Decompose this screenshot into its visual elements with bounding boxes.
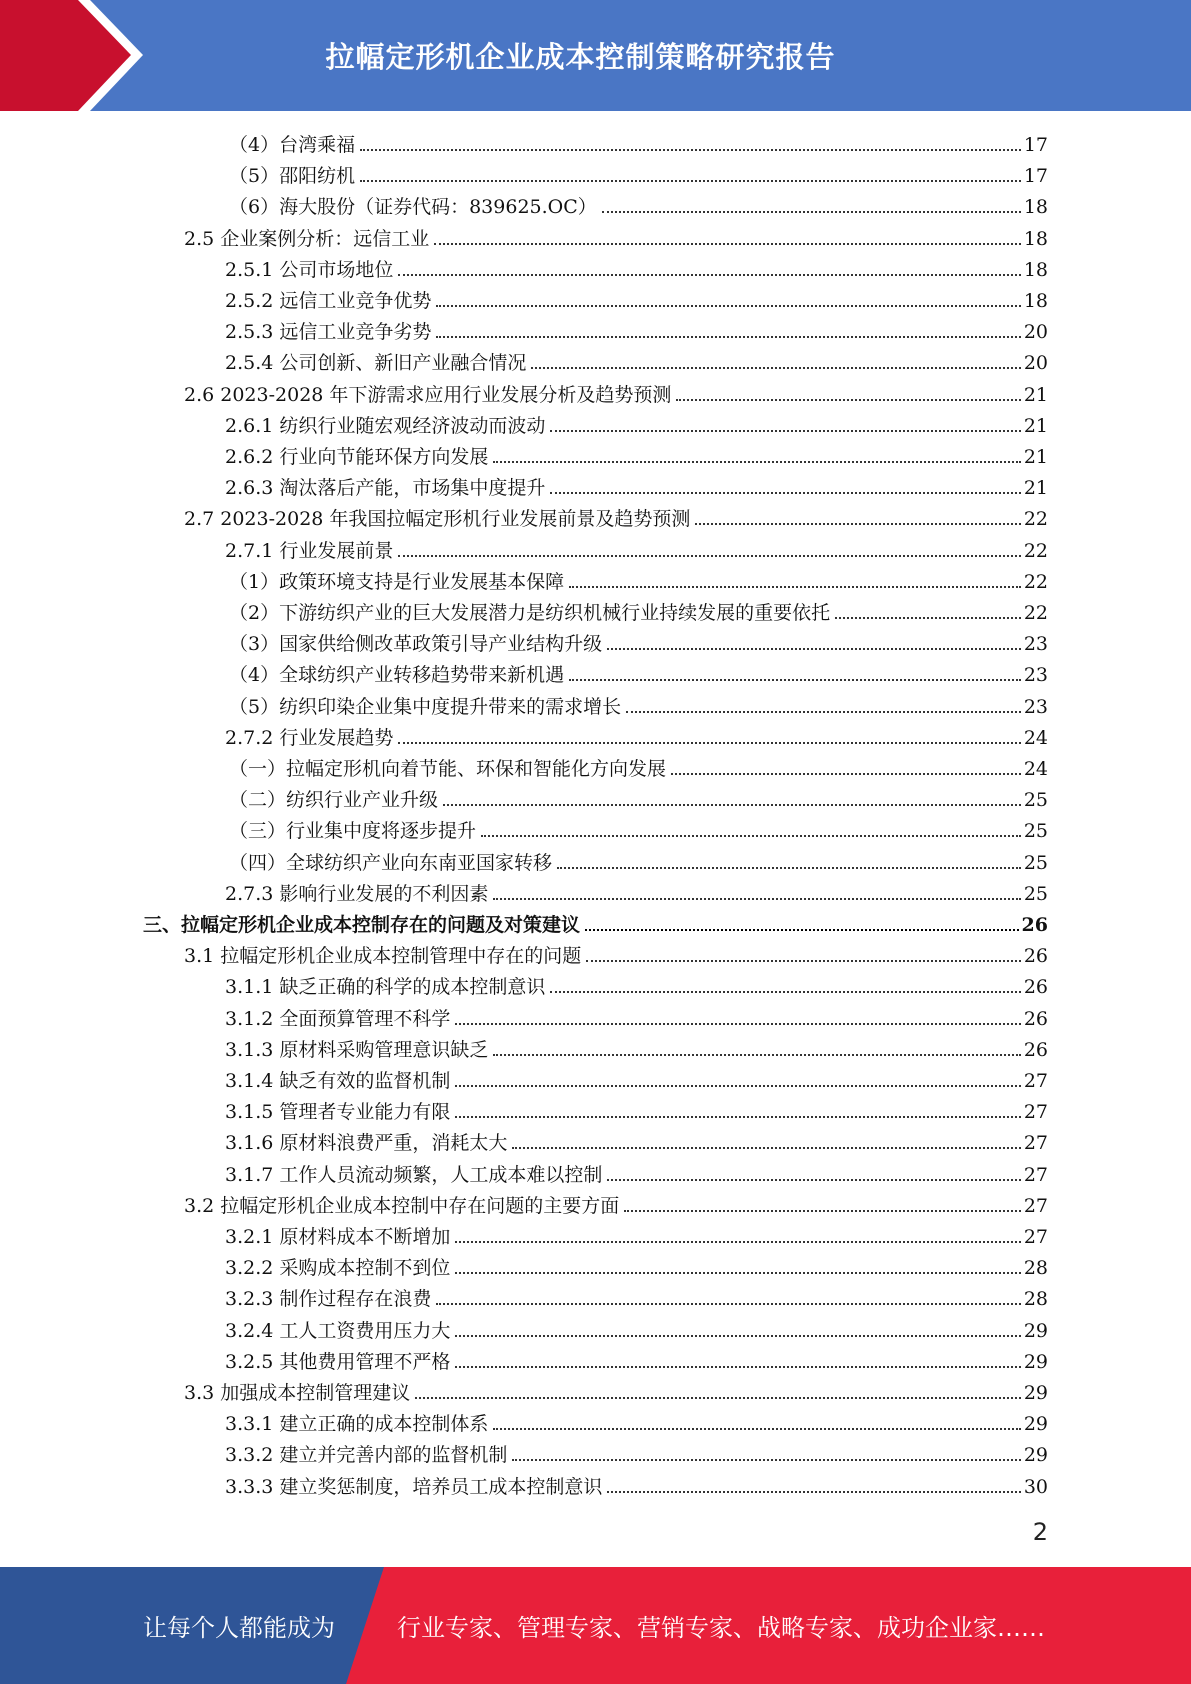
toc-dot-leader (436, 305, 1020, 307)
toc-entry[interactable] (225, 1094, 1048, 1124)
toc-entry-page: 27 (1023, 1132, 1048, 1154)
toc-entry[interactable] (225, 439, 1048, 469)
toc-entry[interactable] (143, 907, 1048, 937)
toc-entry-page: 18 (1023, 290, 1048, 312)
toc-entry-page: 22 (1023, 571, 1048, 593)
toc-entry[interactable] (225, 408, 1048, 438)
toc-dot-leader (512, 1459, 1020, 1461)
toc-entry[interactable] (225, 1406, 1048, 1436)
toc-entry[interactable] (229, 189, 1048, 219)
toc-entry-page: 18 (1023, 259, 1048, 281)
toc-entry-page: 27 (1023, 1070, 1048, 1092)
toc-entry-page: 21 (1023, 446, 1048, 468)
toc-entry-label: （4）全球纺织产业转移趋势带来新机遇 (229, 664, 565, 686)
toc-entry-label: 3.1.4 缺乏有效的监督机制 (225, 1070, 451, 1092)
toc-entry-page: 22 (1023, 540, 1048, 562)
toc-entry-label: （5）纺织印染企业集中度提升带来的需求增长 (229, 696, 622, 718)
toc-entry-label: 2.7.2 行业发展趋势 (225, 727, 394, 749)
toc-dot-leader (398, 555, 1020, 557)
toc-entry-label: 3.1.5 管理者专业能力有限 (225, 1101, 451, 1123)
toc-entry[interactable] (184, 938, 1048, 968)
toc-entry[interactable] (229, 845, 1048, 875)
toc-entry-label: 3.1.7 工作人员流动频繁，人工成本难以控制 (225, 1164, 603, 1186)
toc-dot-leader (455, 1116, 1020, 1118)
toc-dot-leader (585, 929, 1019, 931)
toc-dot-leader (398, 742, 1020, 744)
toc-entry[interactable] (225, 1032, 1048, 1062)
toc-dot-leader (550, 430, 1020, 432)
toc-dot-leader (602, 211, 1021, 213)
toc-entry-label: （4）台湾乘福 (229, 134, 356, 156)
toc-entry[interactable] (225, 1344, 1048, 1374)
toc-entry-label: 2.6.2 行业向节能环保方向发展 (225, 446, 489, 468)
toc-entry-label: 2.5.2 远信工业竞争优势 (225, 290, 432, 312)
toc-entry-page: 21 (1023, 477, 1048, 499)
toc-entry-label: 2.7.1 行业发展前景 (225, 540, 394, 562)
toc-entry-label: 3.3.3 建立奖惩制度，培养员工成本控制意识 (225, 1476, 603, 1498)
toc-entry-label: 3.1.2 全面预算管理不科学 (225, 1008, 451, 1030)
toc-dot-leader (360, 180, 1021, 182)
toc-entry[interactable] (184, 1188, 1048, 1218)
toc-dot-leader (624, 1210, 1021, 1212)
toc-entry-page: 29 (1023, 1444, 1048, 1466)
toc-entry[interactable] (225, 314, 1048, 344)
toc-entry-page: 29 (1023, 1382, 1048, 1404)
toc-entry-page: 20 (1023, 321, 1048, 343)
toc-entry[interactable] (225, 1437, 1048, 1467)
toc-entry-label: 2.7 2023-2028 年我国拉幅定形机行业发展前景及趋势预测 (184, 508, 691, 530)
page-header (0, 0, 1191, 111)
toc-entry[interactable] (225, 252, 1048, 282)
toc-entry[interactable] (229, 626, 1048, 656)
toc-entry-label: （3）国家供给侧改革政策引导产业结构升级 (229, 633, 603, 655)
toc-dot-leader (455, 1241, 1020, 1243)
toc-entry[interactable] (225, 470, 1048, 500)
toc-dot-leader (671, 773, 1021, 775)
toc-entry-label: 2.5.3 远信工业竞争劣势 (225, 321, 432, 343)
toc-entry-page: 30 (1023, 1476, 1048, 1498)
toc-entry-label: （四）全球纺织产业向东南亚国家转移 (229, 852, 553, 874)
toc-dot-leader (434, 243, 1021, 245)
toc-entry-page: 21 (1023, 384, 1048, 406)
toc-entry-label: （三）行业集中度将逐步提升 (229, 820, 477, 842)
document-title: 拉幅定形机企业成本控制策略研究报告 (325, 40, 836, 74)
toc-dot-leader (550, 991, 1020, 993)
toc-entry-label: 2.5.1 公司市场地位 (225, 259, 394, 281)
toc-entry[interactable] (225, 876, 1048, 906)
toc-dot-leader (436, 336, 1020, 338)
toc-entry-label: 3.1 拉幅定形机企业成本控制管理中存在的问题 (184, 945, 582, 967)
toc-entry-label: 2.6.1 纺织行业随宏观经济波动而波动 (225, 415, 546, 437)
toc-entry[interactable] (229, 127, 1048, 157)
toc-entry-page: 22 (1023, 508, 1048, 530)
toc-entry-page: 27 (1023, 1195, 1048, 1217)
toc-entry-label: 三、拉幅定形机企业成本控制存在的问题及对策建议 (143, 914, 581, 936)
toc-entry[interactable] (184, 221, 1048, 251)
toc-dot-leader (455, 1335, 1020, 1337)
toc-entry[interactable] (225, 1063, 1048, 1093)
toc-entry-page: 18 (1023, 228, 1048, 250)
toc-entry-label: 3.3.2 建立并完善内部的监督机制 (225, 1444, 508, 1466)
toc-entry-page: 26 (1023, 1008, 1048, 1030)
toc-dot-leader (569, 586, 1021, 588)
toc-entry-label: （2）下游纺织产业的巨大发展潜力是纺织机械行业持续发展的重要依托 (229, 602, 831, 624)
toc-entry-label: 3.3 加强成本控制管理建议 (184, 1382, 411, 1404)
toc-entry[interactable] (225, 1219, 1048, 1249)
toc-dot-leader (557, 867, 1021, 869)
footer-slogan-right: 行业专家、管理专家、营销专家、战略专家、成功企业家…… (397, 1614, 1045, 1642)
toc-entry[interactable] (225, 283, 1048, 313)
footer-slogan-left: 让每个人都能成为 (143, 1614, 335, 1642)
toc-dot-leader (436, 1303, 1020, 1305)
toc-entry-page: 17 (1023, 165, 1048, 187)
toc-entry[interactable] (225, 1001, 1048, 1031)
toc-entry[interactable] (229, 813, 1048, 843)
toc-entry[interactable] (229, 595, 1048, 625)
toc-entry-page: 23 (1023, 633, 1048, 655)
toc-entry-label: 3.1.1 缺乏正确的科学的成本控制意识 (225, 976, 546, 998)
toc-entry-label: 3.2.1 原材料成本不断增加 (225, 1226, 451, 1248)
toc-entry-page: 29 (1023, 1320, 1048, 1342)
toc-entry-page: 25 (1023, 789, 1048, 811)
toc-dot-leader (676, 399, 1020, 401)
toc-dot-leader (512, 1147, 1020, 1149)
toc-entry-label: （6）海大股份（证券代码：839625.OC） (229, 196, 597, 218)
toc-entry-page: 23 (1023, 696, 1048, 718)
toc-entry[interactable] (184, 501, 1048, 531)
toc-entry-page: 24 (1023, 727, 1048, 749)
toc-entry-page: 27 (1023, 1101, 1048, 1123)
toc-entry[interactable] (184, 1375, 1048, 1405)
toc-dot-leader (695, 523, 1020, 525)
toc-dot-leader (360, 149, 1021, 151)
toc-entry[interactable] (225, 1125, 1048, 1155)
toc-entry-page: 28 (1023, 1257, 1048, 1279)
toc-entry-label: 3.2 拉幅定形机企业成本控制中存在问题的主要方面 (184, 1195, 620, 1217)
toc-entry[interactable] (225, 1250, 1048, 1280)
toc-entry-page: 18 (1023, 196, 1048, 218)
toc-entry-label: 2.6 2023-2028 年下游需求应用行业发展分析及趋势预测 (184, 384, 672, 406)
toc-dot-leader (493, 898, 1020, 900)
toc-dot-leader (415, 1397, 1021, 1399)
toc-entry-label: （1）政策环境支持是行业发展基本保障 (229, 571, 565, 593)
toc-entry-page: 27 (1023, 1164, 1048, 1186)
toc-entry-label: 3.3.1 建立正确的成本控制体系 (225, 1413, 489, 1435)
toc-entry-page: 26 (1023, 1039, 1048, 1061)
toc-entry-label: 3.2.2 采购成本控制不到位 (225, 1257, 451, 1279)
toc-entry-page: 17 (1023, 134, 1048, 156)
toc-entry-page: 26 (1021, 914, 1048, 936)
toc-entry[interactable] (225, 1157, 1048, 1187)
toc-entry[interactable] (229, 689, 1048, 719)
toc-entry-page: 29 (1023, 1413, 1048, 1435)
toc-dot-leader (398, 274, 1020, 276)
toc-entry-label: 3.1.3 原材料采购管理意识缺乏 (225, 1039, 489, 1061)
toc-dot-leader (455, 1023, 1020, 1025)
toc-dot-leader (607, 1179, 1020, 1181)
toc-entry-label: 2.5 企业案例分析：远信工业 (184, 228, 430, 250)
toc-entry-label: 3.1.6 原材料浪费严重，消耗太大 (225, 1132, 508, 1154)
toc-dot-leader (835, 617, 1021, 619)
toc-dot-leader (626, 711, 1021, 713)
toc-dot-leader (586, 960, 1021, 962)
toc-entry-label: 3.2.3 制作过程存在浪费 (225, 1288, 432, 1310)
toc-entry[interactable] (229, 782, 1048, 812)
toc-dot-leader (455, 1366, 1020, 1368)
toc-dot-leader (493, 1428, 1020, 1430)
toc-entry-label: 3.2.5 其他费用管理不严格 (225, 1351, 451, 1373)
toc-entry-page: 26 (1023, 945, 1048, 967)
toc-entry-page: 20 (1023, 352, 1048, 374)
toc-dot-leader (569, 679, 1021, 681)
toc-entry[interactable] (184, 377, 1048, 407)
toc-dot-leader (607, 648, 1021, 650)
toc-entry[interactable] (225, 533, 1048, 563)
header-arrow-decoration (0, 0, 160, 111)
toc-entry[interactable] (229, 564, 1048, 594)
toc-dot-leader (531, 367, 1020, 369)
toc-entry-label: 2.6.3 淘汰落后产能，市场集中度提升 (225, 477, 546, 499)
toc-dot-leader (443, 804, 1021, 806)
toc-entry-page: 27 (1023, 1226, 1048, 1248)
toc-dot-leader (493, 461, 1020, 463)
toc-entry-page: 26 (1023, 976, 1048, 998)
toc-entry[interactable] (229, 158, 1048, 188)
toc-dot-leader (455, 1085, 1020, 1087)
toc-entry[interactable] (229, 657, 1048, 687)
toc-entry-label: （一）拉幅定形机向着节能、环保和智能化方向发展 (229, 758, 667, 780)
toc-entry-page: 24 (1023, 758, 1048, 780)
toc-dot-leader (455, 1272, 1020, 1274)
toc-entry-label: 2.5.4 公司创新、新旧产业融合情况 (225, 352, 527, 374)
toc-entry-label: 2.7.3 影响行业发展的不利因素 (225, 883, 489, 905)
toc-dot-leader (481, 835, 1021, 837)
toc-entry-page: 28 (1023, 1288, 1048, 1310)
toc-entry-page: 25 (1023, 820, 1048, 842)
toc-entry[interactable] (225, 969, 1048, 999)
toc-dot-leader (550, 492, 1020, 494)
toc-entry-page: 29 (1023, 1351, 1048, 1373)
toc-dot-leader (493, 1054, 1020, 1056)
toc-entry[interactable] (225, 1281, 1048, 1311)
toc-entry[interactable] (225, 345, 1048, 375)
page-footer (0, 1567, 1191, 1684)
toc-entry-label: 3.2.4 工人工资费用压力大 (225, 1320, 451, 1342)
toc-entry[interactable] (225, 1469, 1048, 1499)
toc-entry[interactable] (229, 751, 1048, 781)
toc-entry-label: （二）纺织行业产业升级 (229, 789, 439, 811)
toc-entry-label: （5）邵阳纺机 (229, 165, 356, 187)
toc-entry-page: 21 (1023, 415, 1048, 437)
page-number: 2 (1032, 1518, 1048, 1546)
toc-entry-page: 25 (1023, 883, 1048, 905)
toc-entry-page: 25 (1023, 852, 1048, 874)
toc-dot-leader (607, 1491, 1020, 1493)
toc-entry[interactable] (225, 1313, 1048, 1343)
toc-entry[interactable] (225, 720, 1048, 750)
toc-entry-page: 22 (1023, 602, 1048, 624)
toc-entry-page: 23 (1023, 664, 1048, 686)
